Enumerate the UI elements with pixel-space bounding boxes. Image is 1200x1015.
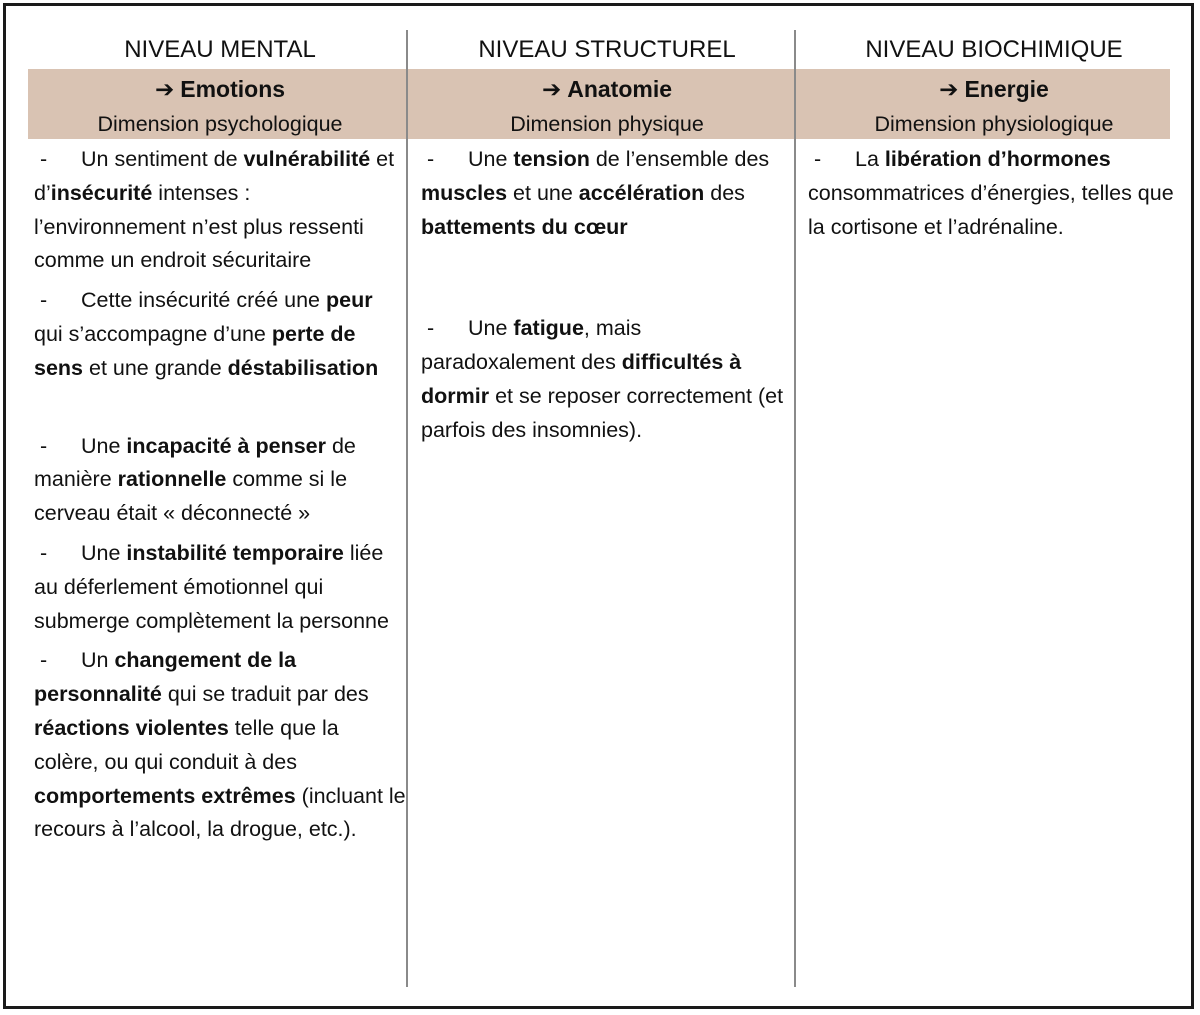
column-dimension: Dimension psychologique [97, 112, 343, 136]
column-header: NIVEAU STRUCTUREL [478, 36, 736, 63]
bullet-dash: - [40, 288, 48, 313]
segment: de l’ensemble des [589, 147, 770, 171]
list-item [421, 312, 793, 447]
spacer [34, 392, 406, 430]
segment: des [704, 180, 745, 205]
segment: La [855, 147, 885, 171]
spacer [421, 250, 793, 312]
segment-bold: tension [513, 147, 590, 171]
list-item [421, 143, 793, 244]
bullet-dash: - [427, 316, 435, 341]
segment-bold: déstabilisation [227, 355, 379, 380]
segment-bold: insécurité [50, 180, 153, 205]
segment: liée au déferlement émotionnel qui submerge complètement la personne [34, 540, 389, 633]
segment-bold: rationnelle [117, 467, 227, 492]
segment: et une grande [83, 355, 228, 380]
segment: (incluant le recours à l’alcool, la drogue, etc.). [34, 783, 406, 842]
column-dimension: Dimension physique [510, 112, 704, 136]
segment: Une [468, 316, 514, 341]
arrow-right-icon: ➔ [541, 76, 562, 102]
segment: Cette insécurité créé une [81, 288, 326, 313]
item-list [808, 143, 1180, 250]
segment-bold: fatigue [513, 316, 584, 341]
segment-bold: muscles [421, 180, 508, 205]
segment: Un sentiment de [81, 147, 244, 171]
bullet-dash: - [427, 147, 435, 171]
bullet-dash: - [814, 147, 822, 171]
column-dimension: Dimension physiologique [874, 112, 1114, 136]
segment-bold: accélération [578, 180, 705, 205]
bullet-dash: - [40, 433, 48, 458]
column-subtitle: ➔ Emotions [34, 70, 406, 108]
segment: , mais paradoxalement des [421, 316, 642, 375]
segment: et se reposer correctement (et parfois des insomnies). [421, 383, 784, 442]
segment: qui se traduit par des [161, 682, 369, 707]
list-item [34, 284, 406, 385]
bullet-dash: - [40, 648, 48, 673]
segment-bold: réactions violentes [34, 715, 229, 740]
column-divider [794, 30, 796, 987]
column-subtitle: ➔ Energie [808, 70, 1180, 108]
segment-bold: incapacité à penser [126, 433, 326, 458]
list-item [808, 143, 1180, 244]
segment: Un [81, 648, 115, 673]
segment: Une [468, 147, 514, 171]
list-item [34, 537, 406, 638]
segment: Une [81, 540, 127, 565]
list-item [34, 430, 406, 531]
segment-bold: battements du cœur [421, 214, 628, 239]
column-header: NIVEAU BIOCHIMIQUE [865, 36, 1123, 63]
segment: intenses : l’environnement n’est plus ressenti comme un endroit sécuritaire [34, 180, 364, 273]
arrow-right-icon: ➔ [939, 76, 959, 102]
segment: consommatrices d’énergies, telles que la cortisone et l’adrénaline. [808, 180, 1174, 239]
segment: Une [81, 433, 127, 458]
column-subtitle: ➔ Anatomie [421, 70, 793, 108]
segment-bold: comportements extrêmes [34, 783, 296, 808]
segment: comme si le cerveau était « déconnecté » [34, 467, 348, 526]
segment: telle que la colère, ou qui conduit à des [34, 715, 339, 774]
bullet-dash: - [40, 540, 48, 565]
column-header: NIVEAU MENTAL [124, 36, 316, 63]
segment-bold: instabilité temporaire [126, 540, 344, 565]
segment: de manière [34, 433, 356, 492]
column-divider [406, 30, 408, 987]
item-list [34, 143, 406, 853]
segment: qui s’accompagne d’une [34, 321, 272, 346]
item-list [421, 143, 793, 454]
segment: et une [507, 180, 579, 205]
bullet-dash: - [40, 147, 48, 171]
arrow-right-icon: ➔ [154, 76, 175, 102]
segment-bold: perte de sens [34, 321, 356, 380]
segment-bold: difficultés à dormir [421, 350, 742, 408]
segment: et d’ [34, 147, 395, 205]
list-item [34, 143, 406, 278]
segment-bold: changement de la personnalité [34, 648, 297, 707]
list-item [34, 644, 406, 847]
segment-bold: vulnérabilité [243, 147, 371, 171]
segment-bold: libération d’hormones [884, 147, 1111, 171]
segment-bold: peur [326, 288, 373, 313]
